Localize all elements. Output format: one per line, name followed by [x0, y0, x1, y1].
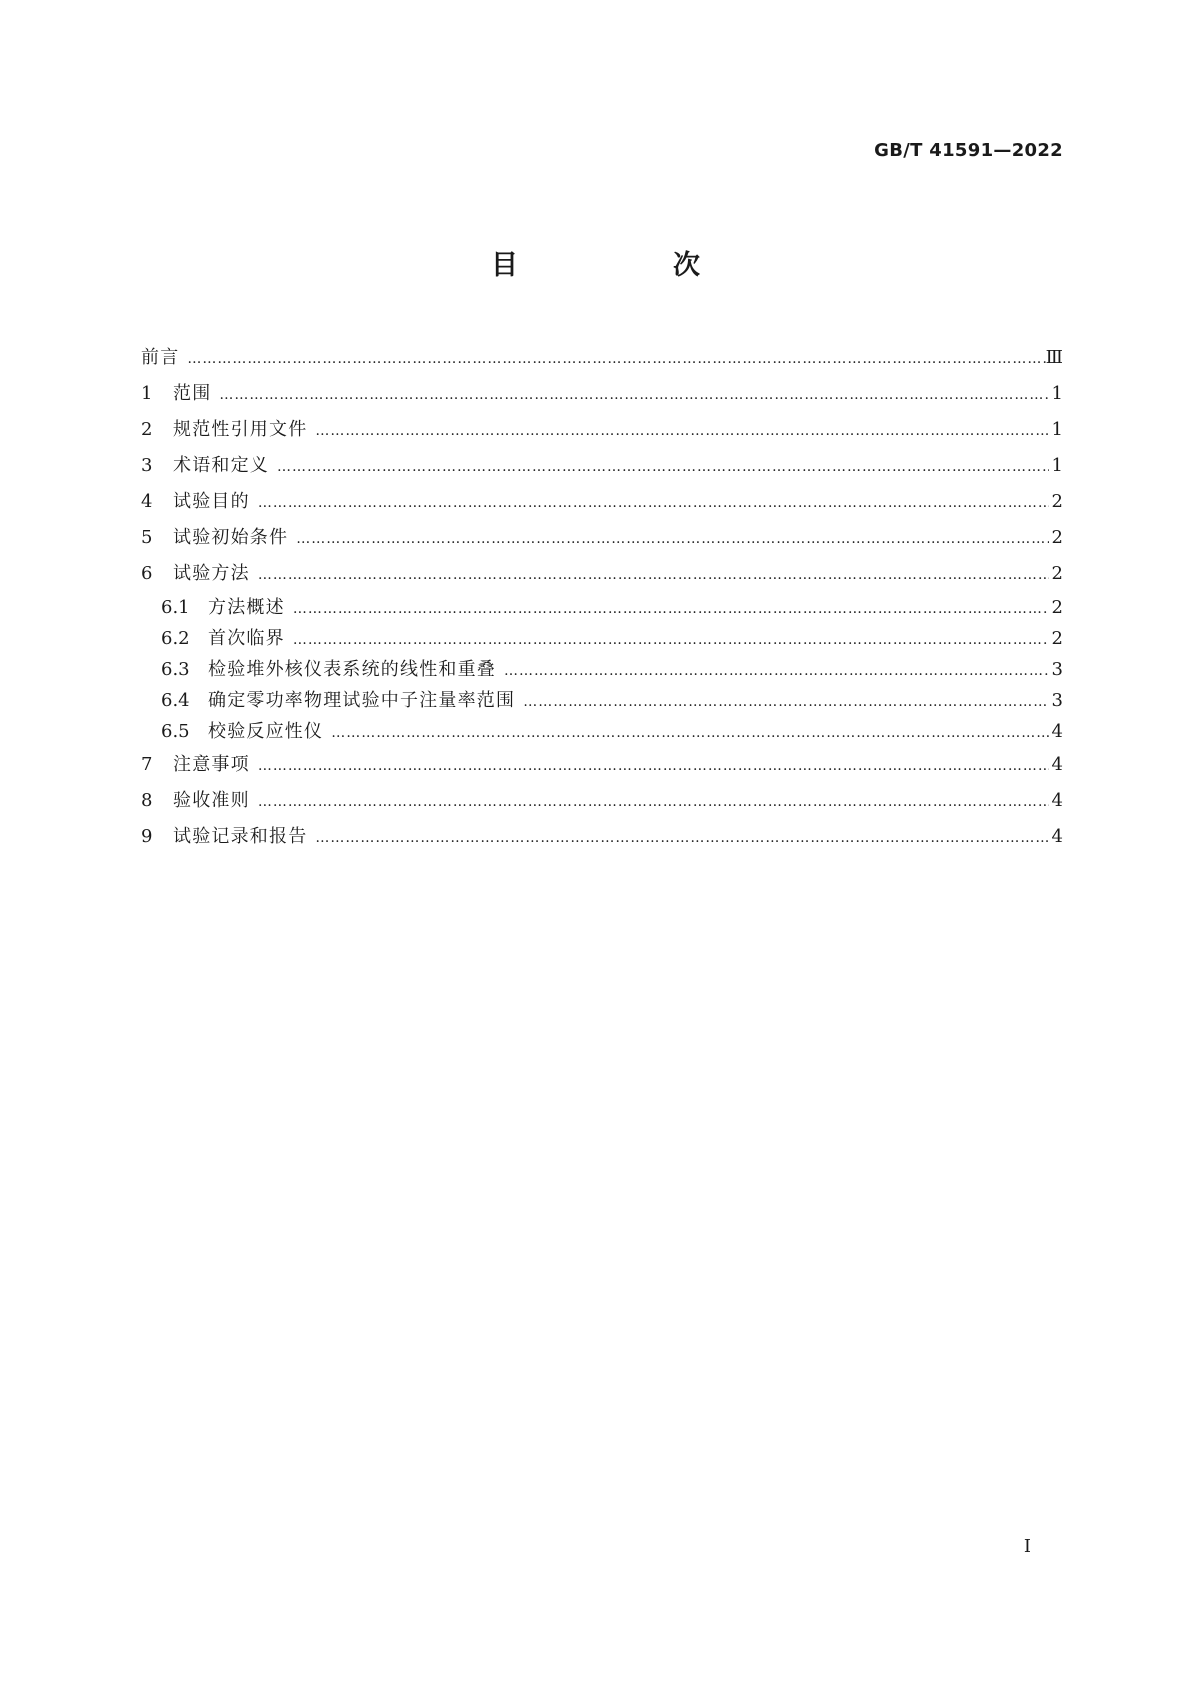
standard-code: GB/T 41591—2022	[874, 140, 1063, 161]
toc-entry-4[interactable]	[141, 484, 1063, 520]
toc-leader-dots	[258, 485, 1049, 521]
toc-entry-page: 3	[1051, 690, 1063, 711]
toc-entry-number: 2	[141, 419, 153, 440]
toc-entry-7[interactable]	[141, 747, 1063, 783]
toc-entry-number: 6.2	[161, 628, 190, 649]
toc-entry-2[interactable]	[141, 412, 1063, 448]
toc-entry-6-1[interactable]	[141, 592, 1063, 623]
toc-entry-1[interactable]	[141, 376, 1063, 412]
toc-entry-label: 试验方法	[173, 563, 250, 584]
toc-entry-page: 2	[1051, 628, 1063, 649]
toc-leader-dots	[219, 377, 1049, 413]
toc-entry-label: 注意事项	[173, 754, 250, 775]
toc-leader-dots	[258, 748, 1049, 784]
toc-entry-number: 9	[141, 826, 153, 847]
toc-entry-label: 试验初始条件	[173, 527, 289, 548]
toc-entry-label: 方法概述	[208, 597, 285, 618]
toc-entry-number: 6.5	[161, 721, 190, 742]
toc-entry-number: 8	[141, 790, 153, 811]
toc-leader-dots	[331, 718, 1049, 749]
toc-entry-label: 试验记录和报告	[173, 826, 308, 847]
toc-entry-number: 6.3	[161, 659, 190, 680]
toc-entry-page: 1	[1051, 383, 1063, 404]
toc-entry-3[interactable]	[141, 448, 1063, 484]
toc-entry-label: 规范性引用文件	[173, 419, 308, 440]
toc-leader-dots	[258, 784, 1049, 820]
toc-entry-label: 确定零功率物理试验中子注量率范围	[208, 690, 516, 711]
toc-entry-page: Ⅲ	[1045, 347, 1063, 368]
toc-leader-dots	[315, 413, 1049, 449]
toc-leader-dots	[293, 594, 1049, 625]
toc-entry-number: 4	[141, 491, 153, 512]
toc-entry-6-4[interactable]	[141, 685, 1063, 716]
toc-leader-dots	[315, 820, 1049, 856]
toc-leader-dots	[258, 557, 1049, 593]
toc-entry-5[interactable]	[141, 520, 1063, 556]
toc-entry-6[interactable]	[141, 556, 1063, 592]
toc-entry-label: 试验目的	[173, 491, 250, 512]
toc-entry-page: 4	[1051, 790, 1063, 811]
toc-entry-page: 2	[1051, 527, 1063, 548]
toc-leader-dots	[293, 625, 1049, 656]
toc-entry-number: 6.4	[161, 690, 190, 711]
toc-entry-label: 术语和定义	[173, 455, 269, 476]
toc-entry-label: 首次临界	[208, 628, 285, 649]
toc-entry-6-3[interactable]	[141, 654, 1063, 685]
page-title: 目 次	[491, 250, 764, 281]
toc-entry-number: 7	[141, 754, 153, 775]
toc-entry-page: 2	[1051, 597, 1063, 618]
toc-leader-dots	[277, 449, 1049, 485]
toc-entry-label: 检验堆外核仪表系统的线性和重叠	[208, 659, 496, 680]
toc-leader-dots	[296, 521, 1049, 557]
toc-entry-6-5[interactable]	[141, 716, 1063, 747]
toc-entry-page: 2	[1051, 563, 1063, 584]
toc-entry-6-2[interactable]	[141, 623, 1063, 654]
toc-entry-number: 6	[141, 563, 153, 584]
toc-entry-page: 2	[1051, 491, 1063, 512]
toc-entry-number: 6.1	[161, 597, 190, 618]
toc-entry-9[interactable]	[141, 819, 1063, 855]
table-of-contents	[141, 340, 1063, 855]
toc-leader-dots	[504, 656, 1049, 687]
toc-entry-foreword[interactable]	[141, 340, 1063, 376]
toc-entry-page: 3	[1051, 659, 1063, 680]
toc-entry-label: 验收准则	[173, 790, 250, 811]
toc-entry-number: 3	[141, 455, 153, 476]
toc-entry-label: 校验反应性仪	[208, 721, 324, 742]
toc-entry-8[interactable]	[141, 783, 1063, 819]
toc-entry-number: 1	[141, 383, 153, 404]
toc-entry-page: 4	[1051, 826, 1063, 847]
toc-leader-dots	[187, 341, 1045, 377]
toc-entry-label: 前言	[141, 347, 180, 368]
toc-entry-page: 4	[1051, 721, 1063, 742]
toc-leader-dots	[523, 687, 1049, 718]
toc-entry-label: 范围	[173, 383, 212, 404]
toc-entry-page: 4	[1051, 754, 1063, 775]
page-number: Ⅰ	[1023, 1536, 1031, 1557]
toc-entry-page: 1	[1051, 455, 1063, 476]
toc-entry-number: 5	[141, 527, 153, 548]
toc-entry-page: 1	[1051, 419, 1063, 440]
